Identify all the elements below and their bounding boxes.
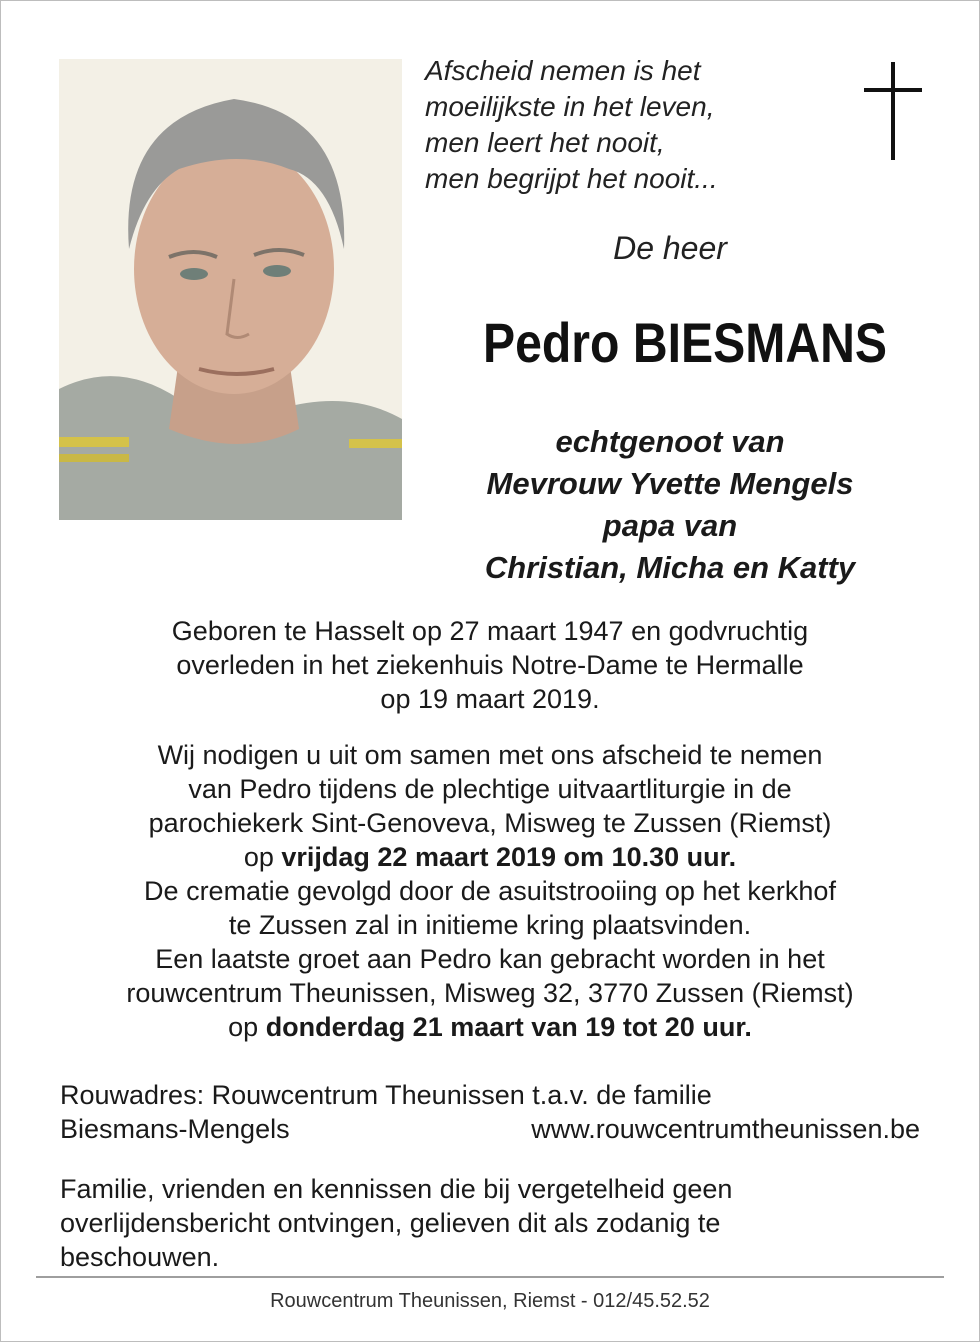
address-row <box>60 1112 920 1146</box>
poem <box>425 53 825 197</box>
deceased-name: Pedro BIESMANS <box>482 311 888 374</box>
relation-line: echtgenoot van <box>555 424 785 459</box>
family-relations <box>420 421 920 589</box>
honorific: De heer <box>613 230 727 266</box>
relation-line: Mevrouw Yvette Mengels <box>486 466 854 501</box>
visitation-date-prefix: op <box>228 1012 266 1042</box>
birth-line: op 19 maart 2019. <box>380 684 600 714</box>
poem-line: moeilijkste in het leven, <box>425 91 715 122</box>
poem-line: Afscheid nemen is het <box>425 55 701 86</box>
service-line: De crematie gevolgd door de asuitstrooiing op het kerkhof <box>144 876 836 906</box>
notice-line: beschouwen. <box>60 1242 220 1272</box>
service-line: te Zussen zal in initieme kring plaatsvinden. <box>228 910 752 940</box>
birth-death-details <box>40 614 940 716</box>
relation-line: Christian, Micha en Katty <box>484 550 856 585</box>
funeral-service-details <box>40 738 940 1044</box>
mourning-address <box>60 1078 920 1146</box>
website-link[interactable]: www.rouwcentrumtheunissen.be <box>531 1114 920 1144</box>
family-name: Biesmans-Mengels <box>60 1114 290 1144</box>
visitation-date-line <box>40 1010 940 1044</box>
address-line: Rouwadres: Rouwcentrum Theunissen t.a.v. de familie <box>60 1080 712 1110</box>
notice-text <box>60 1172 920 1274</box>
service-date-prefix: op <box>243 842 282 872</box>
footer-divider <box>36 1276 944 1278</box>
service-line: parochiekerk Sint-Genoveva, Misweg te Zussen (Riemst) <box>148 808 832 838</box>
service-date-line <box>40 840 940 874</box>
footer-contact: Rouwcentrum Theunissen, Riemst - 012/45.52.52 <box>270 1290 710 1312</box>
service-line: rouwcentrum Theunissen, Misweg 32, 3770 Zussen (Riemst) <box>126 978 854 1008</box>
notice-line: Familie, vrienden en kennissen die bij vergetelheid geen <box>60 1174 733 1204</box>
service-line: van Pedro tijdens de plechtige uitvaartliturgie in de <box>188 774 792 804</box>
service-date: vrijdag 22 maart 2019 om 10.30 uur. <box>281 842 737 872</box>
portrait-photo <box>59 59 402 520</box>
poem-line: men leert het nooit, <box>425 127 665 158</box>
visitation-date: donderdag 21 maart van 19 tot 20 uur. <box>265 1012 752 1042</box>
birth-line: overleden in het ziekenhuis Notre-Dame te Hermalle <box>176 650 804 680</box>
notice-line: overlijdensbericht ontvingen, gelieven dit als zodanig te <box>60 1208 721 1238</box>
service-line: Een laatste groet aan Pedro kan gebracht worden in het <box>155 944 825 974</box>
cross-icon <box>864 62 922 160</box>
poem-line: men begrijpt het nooit... <box>425 163 718 194</box>
relation-line: papa van <box>602 508 738 543</box>
service-line: Wij nodigen u uit om samen met ons afscheid te nemen <box>157 740 823 770</box>
birth-line: Geboren te Hasselt op 27 maart 1947 en godvruchtig <box>171 616 809 646</box>
